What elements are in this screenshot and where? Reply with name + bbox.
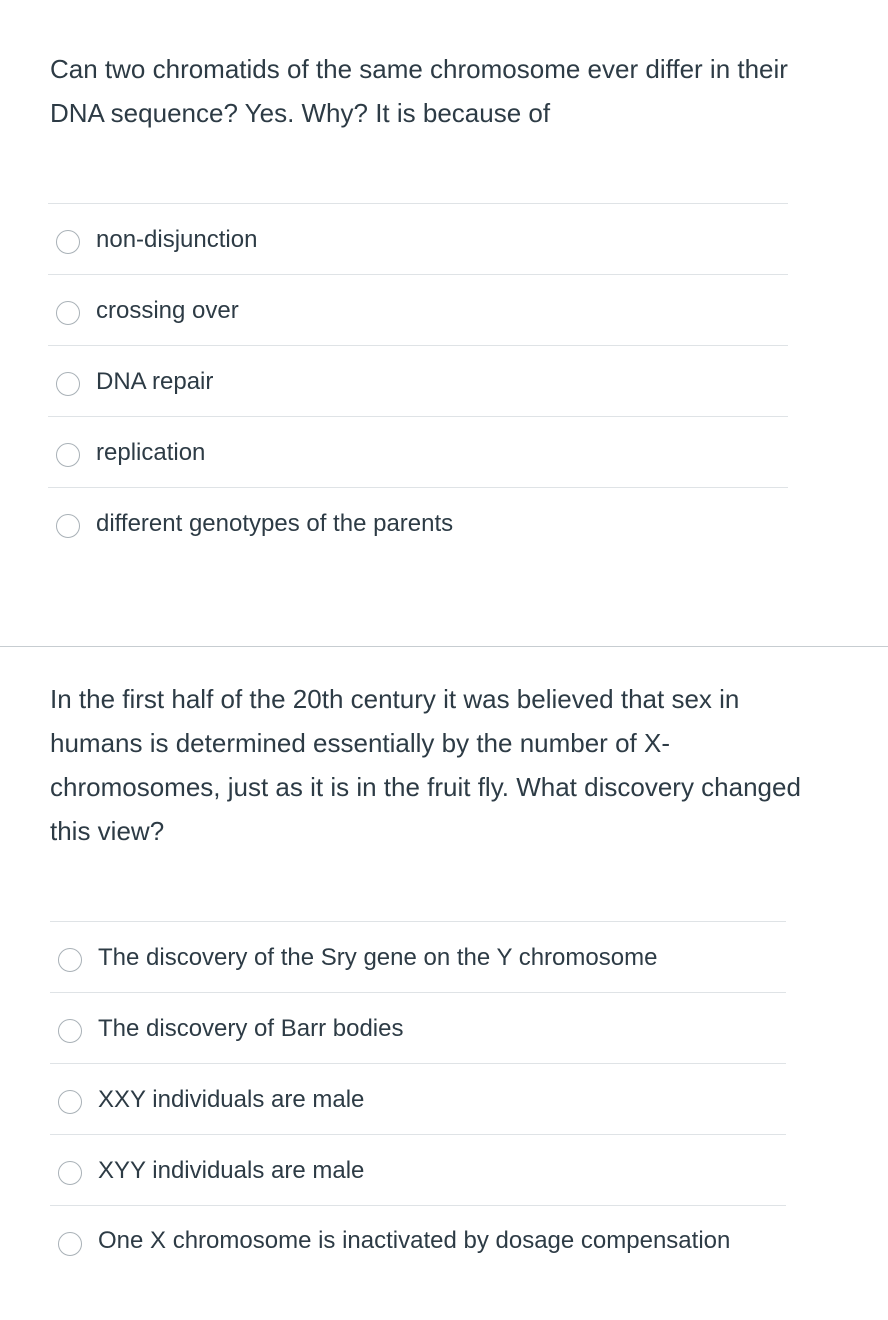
answer-option[interactable]: [50, 1064, 786, 1135]
question-text: Can two chromatids of the same chromosome ever differ in their DNA sequence? Yes. Why? It is because of: [50, 54, 788, 128]
radio-button[interactable]: [58, 1090, 82, 1114]
radio-button[interactable]: [56, 230, 80, 254]
question-2: [0, 646, 888, 1254]
answer-label: non-disjunction: [96, 226, 258, 253]
radio-button[interactable]: [58, 1161, 82, 1185]
answer-label: XYY individuals are male: [98, 1157, 365, 1184]
radio-button[interactable]: [58, 948, 82, 972]
answer-label: replication: [96, 439, 206, 466]
answer-label: different genotypes of the parents: [96, 510, 454, 537]
radio-button[interactable]: [56, 301, 80, 325]
answer-option[interactable]: [48, 346, 788, 417]
question-text: In the first half of the 20th century it was believed that sex in humans is determined essentially by the number of X-chromosomes, just as it is in the fruit fly. What discovery changed this view?: [50, 684, 801, 846]
radio-button[interactable]: [58, 1019, 82, 1043]
answer-option[interactable]: [50, 993, 786, 1064]
answer-list: [48, 203, 788, 558]
answer-label: The discovery of the Sry gene on the Y chromosome: [98, 944, 658, 971]
answer-label: The discovery of Barr bodies: [98, 1015, 404, 1042]
answer-label: crossing over: [96, 297, 239, 324]
radio-button[interactable]: [56, 443, 80, 467]
radio-button[interactable]: [56, 514, 80, 538]
answer-option[interactable]: [50, 922, 786, 993]
radio-button[interactable]: [56, 372, 80, 396]
answer-option[interactable]: [48, 204, 788, 275]
answer-list: [50, 921, 786, 1292]
answer-option[interactable]: [48, 417, 788, 488]
answer-option[interactable]: [48, 488, 788, 558]
answer-option[interactable]: [48, 275, 788, 346]
answer-label: DNA repair: [96, 368, 214, 395]
answer-label: XXY individuals are male: [98, 1086, 365, 1113]
answer-option[interactable]: [50, 1135, 786, 1206]
radio-button[interactable]: [58, 1232, 82, 1256]
answer-option[interactable]: [50, 1206, 786, 1292]
answer-label: One X chromosome is inactivated by dosage compensation: [98, 1227, 731, 1254]
